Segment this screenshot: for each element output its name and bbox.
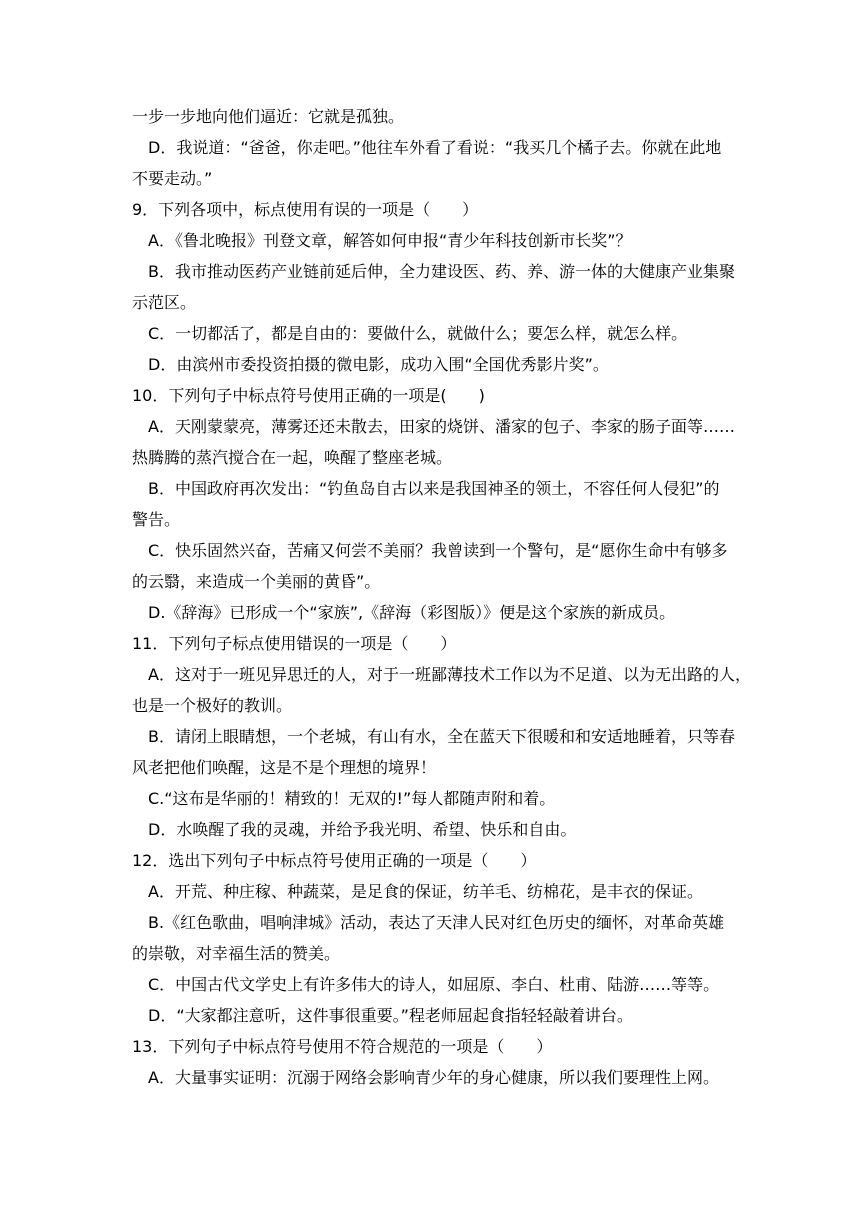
text-line: 不要走动。” [132,169,213,188]
text-line: 警告。 [132,510,181,529]
option-b: B．中国政府再次发出：“钓鱼岛自古以来是我国神圣的领土，不容任何人侵犯”的 [148,479,720,498]
text-line: 示范区。 [132,293,197,312]
option-a: A．这对于一班见异思迁的人，对于一班鄙薄技术工作以为不足道、以为无出路的人， [148,665,751,684]
option-a: A．天刚蒙蒙亮，薄雾还还未散去，田家的烧饼、潘家的包子、李家的肠子面等…… [148,417,735,436]
option-b: B．请闭上眼睛想，一个老城，有山有水，全在蓝天下很暖和和安适地睡着，只等春 [148,727,735,746]
text-line: 的崇敬，对幸福生活的赞美。 [132,944,341,963]
option-d: D.《辞海》已形成一个“家族”,《辞海（彩图版）》便是这个家族的新成员。 [148,603,676,622]
question-title: 9．下列各项中，标点使用有误的一项是（ ） [132,200,479,219]
option-a: A．大量事实证明：沉溺于网络会影响青少年的身心健康，所以我们要理性上网。 [148,1068,719,1087]
question-title: 13．下列句子中标点符号使用不符合规范的一项是（ ） [132,1037,553,1056]
text-line: 风老把他们唤醒，这是不是个理想的境界！ [132,758,437,777]
option-a: A．《鲁北晚报》刊登文章，解答如何申报“青少年科技创新市长奖”？ [148,231,632,250]
text-line: 的云翳，来造成一个美丽的黄昏”。 [132,572,381,591]
option-d: D．由滨州市委投资拍摄的微电影，成功入围“全国优秀影片奖”。 [148,355,609,374]
question-title: 11．下列句子标点使用错误的一项是（ ） [132,634,457,653]
option-c: C．快乐固然兴奋，苦痛又何尝不美丽？我曾读到一个警句，是“愿你生命中有够多 [148,541,728,560]
option-c: C．一切都活了，都是自由的：要做什么，就做什么；要怎么样，就怎么样。 [148,324,688,343]
question-title: 10．下列句子中标点符号使用正确的一项是( ) [132,386,485,405]
option-c: C.“这布是华丽的！精致的！无双的!”每人都随声附和着。 [148,789,556,808]
option-d: D．水唤醒了我的灵魂，并给予我光明、希望、快乐和自由。 [148,820,577,839]
option-d: D．“大家都注意听，这件事很重要。”程老师屈起食指轻轻敲着讲台。 [148,1006,633,1025]
option-c: C．中国古代文学史上有许多伟大的诗人，如屈原、李白、杜甫、陆游……等等。 [148,975,720,994]
question-title: 12．选出下列句子中标点符号使用正确的一项是（ ） [132,851,537,870]
option-b: B.《红色歌曲，唱响津城》活动，表达了天津人民对红色历史的缅怀，对革命英雄 [148,913,725,932]
text-line: 也是一个极好的教训。 [132,696,293,715]
text-line: 热腾腾的蒸汽搅合在一起，唤醒了整座老城。 [132,448,453,467]
text-line: D．我说道：“爸爸，你走吧。”他往车外看了看说：“我买几个橘子去。你就在此地 [148,138,722,157]
option-b: B．我市推动医药产业链前延后伸，全力建设医、药、养、游一体的大健康产业集聚 [148,262,735,281]
option-a: A．开荒、种庄稼、种蔬菜，是足食的保证，纺羊毛、纺棉花，是丰衣的保证。 [148,882,703,901]
text-line: 一步一步地向他们逼近：它就是孤独。 [132,107,405,126]
